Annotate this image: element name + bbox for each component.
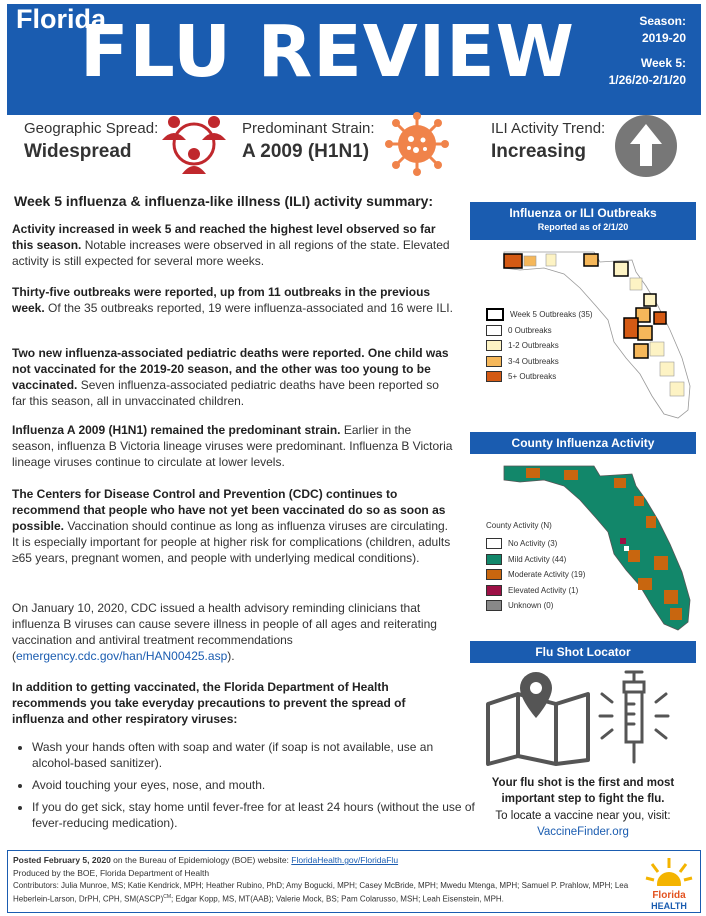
strain-label: Predominant Strain: <box>242 120 375 137</box>
legend-swatch <box>486 585 502 596</box>
legend-swatch <box>486 356 502 367</box>
virus-icon <box>384 112 450 176</box>
florida-health-logo: Florida HEALTH <box>644 856 694 908</box>
list-item: • Avoid touching your eyes, nose, and mouth. <box>32 777 476 793</box>
list-item: • If you do get sick, stay home until fever-free for at least 24 hours (without the use of fever-reducing medication). <box>32 799 476 831</box>
week-label: Week 5: <box>640 56 686 70</box>
summary-paragraph-7: In addition to getting vaccinated, the Florida Department of Health recommends you take everyday precautions to prevent the spread of influenza and other respiratory viruses: <box>12 680 406 726</box>
sun-logo-icon <box>644 856 694 886</box>
outbreaks-panel-title: Influenza or ILI Outbreaks <box>509 206 657 220</box>
summary-paragraph-6: On January 10, 2020, CDC issued a health advisory reminding clinicians that influenza B viruses can cause severe illness in people of all ages and reiterating vaccination and antiviral treatment recommendations (emergency.cdc.gov/han/HAN00425.asp). <box>12 601 437 663</box>
legend-swatch <box>486 538 502 549</box>
summary-paragraph-1: Activity increased in week 5 and reached the highest level observed so far this season. Notable increases were observed in all regions of the state. Elevated activity is still expected for several more weeks. <box>12 222 450 268</box>
season-value: 2019-20 <box>641 31 686 45</box>
header-state: Florida <box>16 4 107 34</box>
precautions-list <box>12 739 476 837</box>
legend-swatch <box>486 371 502 382</box>
legend-item: 1-2 Outbreaks <box>486 338 593 354</box>
legend-item: Week 5 Outbreaks (35) <box>486 307 593 323</box>
footer-posted: Posted February 5, 2020 on the Bureau of Epidemiology (BOE) website: FloridaHealth.gov/FloridaFlu <box>13 855 399 865</box>
page-title: FLU REVIEW <box>80 10 575 93</box>
legend-item: Elevated Activity (1) <box>486 583 585 599</box>
geo-spread-value: Widespread <box>24 141 132 162</box>
syringe-icon <box>596 668 686 766</box>
vaccine-finder-link[interactable]: VaccineFinder.org <box>537 826 629 838</box>
geo-spread-label: Geographic Spread: <box>24 120 159 137</box>
outbreaks-panel-subtitle: Reported as of 2/1/20 <box>537 222 629 232</box>
list-item: • Wash your hands often with soap and water (if soap is not available, use an alcohol-based sanitizer). <box>32 739 476 771</box>
summary-title: Week 5 influenza & influenza-like illness (ILI) activity summary: <box>14 193 434 209</box>
legend-item: Mild Activity (44) <box>486 552 585 568</box>
activity-legend-title: County Activity (N) <box>486 521 552 530</box>
season-label: Season: <box>639 14 686 28</box>
ili-trend-label: ILI Activity Trend: <box>491 120 606 137</box>
legend-swatch <box>486 308 504 321</box>
activity-legend <box>486 536 585 614</box>
florida-flu-link[interactable]: FloridaHealth.gov/FloridaFlu <box>291 855 399 865</box>
locator-instruction: To locate a vaccine near you, visit: <box>495 810 671 822</box>
summary-paragraph-3: Two new influenza-associated pediatric deaths were reported. One child was not vaccinated for the 2019-20 season, and the other was too young to be vaccinated. Seven influenza-associated pediatric deaths have been reported so far this season, all in unvaccinated children. <box>12 346 449 408</box>
legend-swatch <box>486 325 502 336</box>
legend-item: Moderate Activity (19) <box>486 567 585 583</box>
activity-panel-header: County Influenza Activity <box>470 432 696 454</box>
legend-swatch <box>486 600 502 611</box>
legend-item: Unknown (0) <box>486 598 585 614</box>
strain-value: A 2009 (H1N1) <box>242 141 370 162</box>
legend-swatch <box>486 569 502 580</box>
ili-trend-value: Increasing <box>491 141 587 162</box>
footer-contributors: Contributors: Julia Munroe, MS; Katie Kendrick, MPH; Heather Rubino, PhD; Amy Bogucki, MPH; Casey McBride, MPH; Mwedu Mtenga, MPH; Samuel P. Prahlow, MPH; Lea Heberlein-Larson, DrPH, CPH, SM(ASCP)$^{CM}$; Edgar Kopp, MS, MT(AAB); Valerie Mock, BS; Pam Colarusso, MSH; Leah Eisenstein, MPH. <box>13 881 629 904</box>
legend-swatch <box>486 554 502 565</box>
people-network-icon <box>158 112 230 176</box>
legend-swatch <box>486 340 502 351</box>
locator-panel-header: Flu Shot Locator <box>470 641 696 663</box>
outbreaks-legend <box>486 307 593 385</box>
legend-item: 3-4 Outbreaks <box>486 354 593 370</box>
locator-message: Your flu shot is the first and most important step to fight the flu. <box>491 777 675 805</box>
summary-paragraph-2: Thirty-five outbreaks were reported, up from 11 outbreaks in the previous week. Of the 35 outbreaks reported, 19 were influenza-associated and 16 were ILI. <box>12 285 453 315</box>
legend-item: 0 Outbreaks <box>486 323 593 339</box>
cdc-advisory-link[interactable]: emergency.cdc.gov/han/HAN00425.asp <box>16 649 228 663</box>
week-dates: 1/26/20-2/1/20 <box>608 73 686 87</box>
footer-produced: Produced by the BOE, Florida Department of Health <box>13 868 210 878</box>
summary-paragraph-5: The Centers for Disease Control and Prevention (CDC) continues to recommend that people who have not yet been vaccinated do so as soon as possible. Vaccination should continue as long as influenza viruses are circulating. It is especially important for people at higher risk for complications (children, adults ≥65 years, pregnant women, and people with underlying medical conditions). <box>12 487 451 565</box>
summary-paragraph-4: Influenza A 2009 (H1N1) remained the predominant strain. Earlier in the season, influenza B Victoria lineage viruses were predominant. Influenza B Victoria lineage viruses continue to circulate at lower levels. <box>12 423 453 469</box>
up-arrow-icon <box>614 114 678 178</box>
outbreaks-panel-header <box>470 202 696 240</box>
legend-item: No Activity (3) <box>486 536 585 552</box>
map-pin-icon <box>484 668 592 766</box>
legend-item: 5+ Outbreaks <box>486 369 593 385</box>
